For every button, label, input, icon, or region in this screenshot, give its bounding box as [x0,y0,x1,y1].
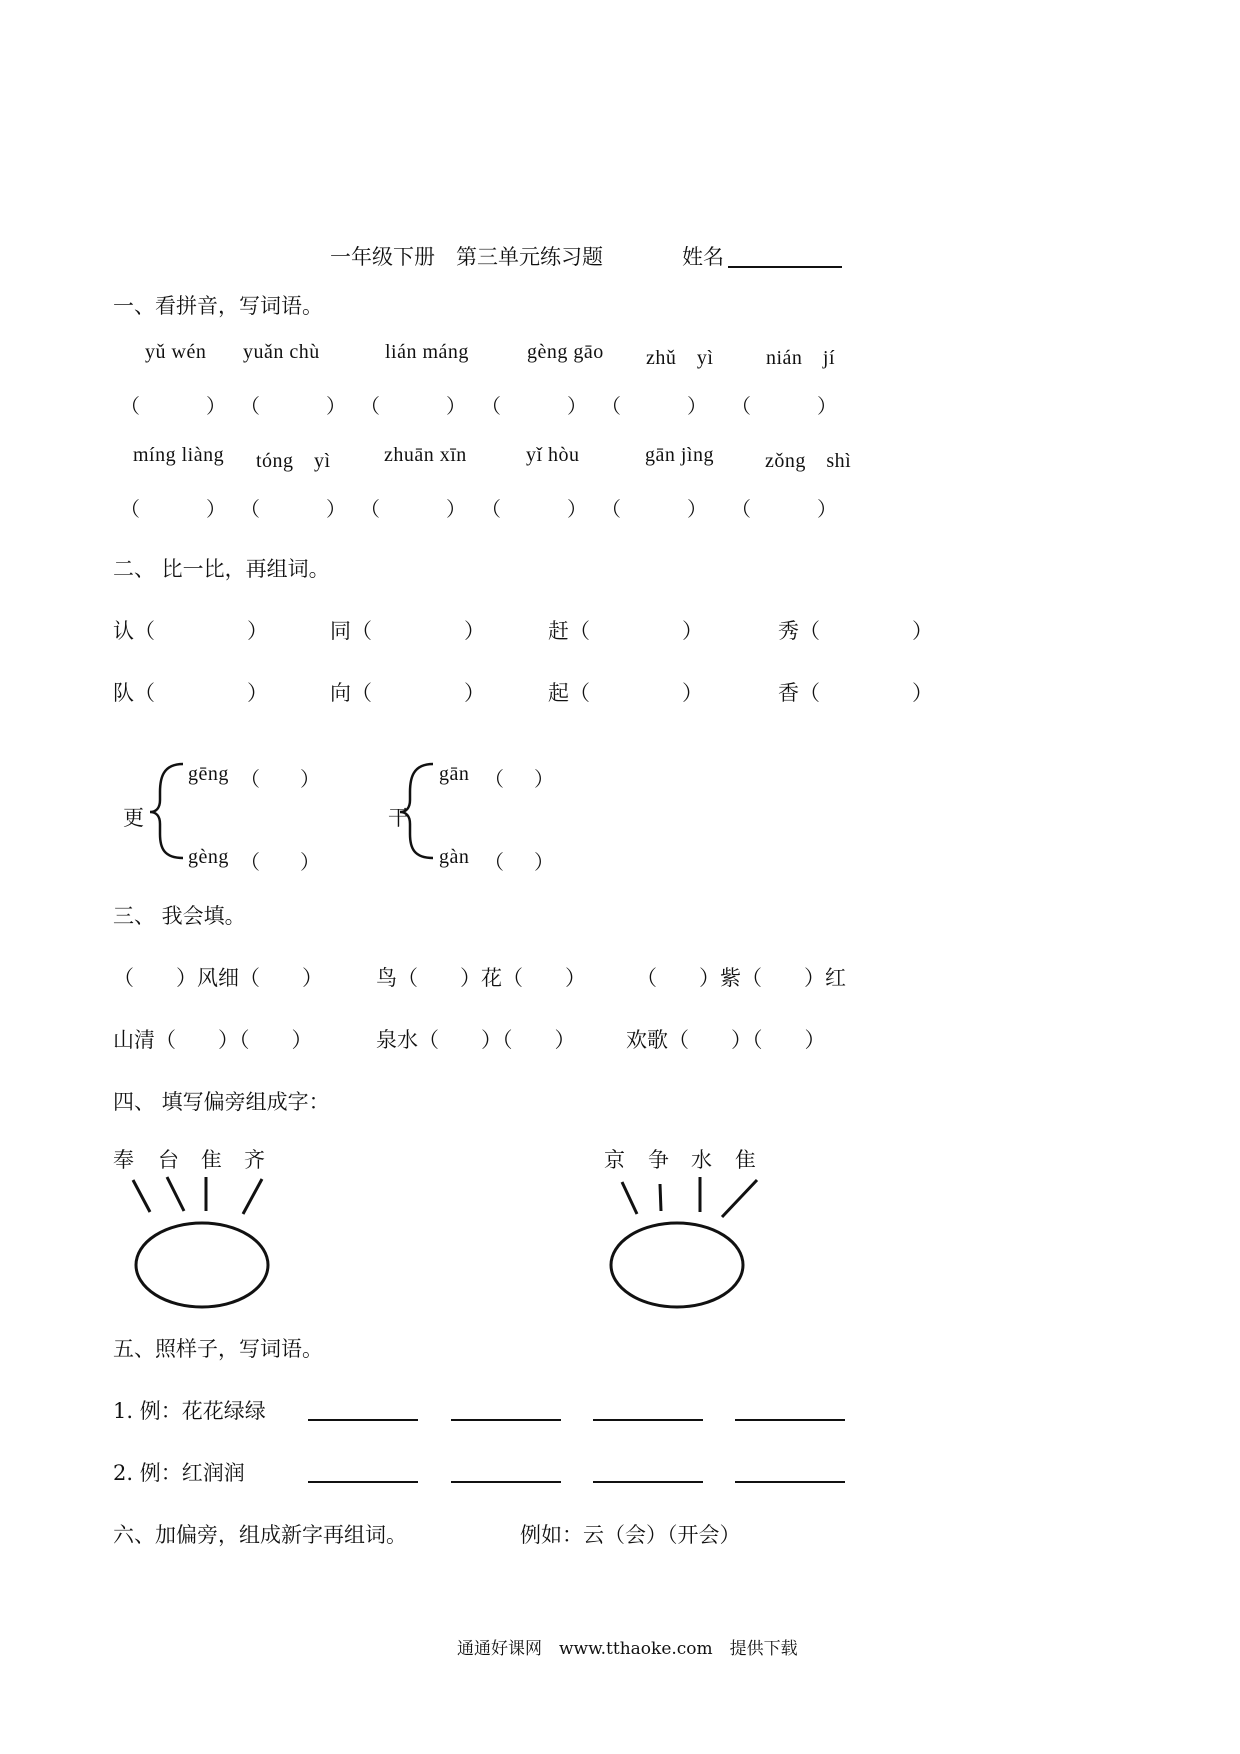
fill-item[interactable]: 山清（ ）（ ） [113,1028,313,1052]
pinyin-12: zǒng shì [765,450,852,472]
answer-blank[interactable]: （ ） [484,767,554,791]
fill-item[interactable]: （ ）紫（ ）红 [636,966,846,990]
page-title: 一年级下册 第三单元练习题 [330,245,603,269]
answer-blank[interactable]: （ ） [240,850,320,874]
section6-example: 例如：云（会）（开会） [520,1523,741,1547]
answer-line[interactable] [308,1481,418,1483]
compare-item[interactable]: 同（ ） [330,619,485,643]
answer-blank[interactable]: （ ） [481,394,587,418]
answer-blank[interactable]: （ ） [731,497,837,521]
answer-blank[interactable]: （ ） [481,497,587,521]
answer-line[interactable] [308,1419,418,1421]
footer-text: 通通好课网 www.tthaoke.com 提供下载 [457,1639,798,1659]
answer-line[interactable] [593,1481,703,1483]
answer-line[interactable] [593,1419,703,1421]
compare-item[interactable]: 队（ ） [113,681,268,705]
answer-blank[interactable]: （ ） [360,394,466,418]
component-char: 水 [691,1148,712,1172]
answer-blank[interactable]: （ ） [484,850,554,874]
answer-oval[interactable] [611,1223,743,1307]
compare-item[interactable]: 向（ ） [330,681,485,705]
section1-heading: 一、看拼音，写词语。 [113,294,323,318]
poly-char-1: 更 [123,806,144,830]
compare-item[interactable]: 起（ ） [548,681,703,705]
component-char: 齐 [244,1148,265,1172]
answer-blank[interactable]: （ ） [360,497,466,521]
spoke-line [660,1184,661,1211]
poly1-reading-1: gēng [188,763,229,785]
pinyin-9: zhuān xīn [384,444,467,466]
component-char: 争 [648,1148,669,1172]
answer-blank[interactable]: （ ） [601,497,707,521]
example-2: 2. 例：红润润 [113,1461,245,1485]
answer-line[interactable] [735,1481,845,1483]
fill-item[interactable]: （ ）风细（ ） [113,966,323,990]
answer-line[interactable] [451,1419,561,1421]
spoke-line [622,1182,637,1214]
poly-char-2: 干 [388,806,409,830]
section4-heading: 四、 填写偏旁组成字： [113,1090,330,1114]
pinyin-10: yǐ hòu [526,444,580,466]
pinyin-8: tóng yì [256,450,331,472]
section2-heading: 二、 比一比，再组词。 [113,557,330,581]
fill-item[interactable]: 欢歌（ ）（ ） [626,1028,826,1052]
answer-line[interactable] [735,1419,845,1421]
fill-item[interactable]: 泉水（ ）（ ） [376,1028,576,1052]
spoke-line [722,1180,757,1217]
section5-heading: 五、照样子，写词语。 [113,1337,323,1361]
compare-item[interactable]: 赶（ ） [548,619,703,643]
compare-item[interactable]: 认（ ） [113,619,268,643]
poly2-reading-1: gān [439,763,470,785]
answer-line[interactable] [451,1481,561,1483]
component-char: 台 [158,1148,179,1172]
component-char: 京 [604,1148,625,1172]
component-char: 隹 [735,1148,756,1172]
section3-heading: 三、 我会填。 [113,904,246,928]
brace-icon [150,764,183,858]
answer-blank[interactable]: （ ） [240,497,346,521]
answer-blank[interactable]: （ ） [240,767,320,791]
pinyin-5: zhǔ yì [646,347,714,369]
spoke-line [167,1177,184,1211]
component-char: 隹 [201,1148,222,1172]
section6-heading: 六、加偏旁，组成新字再组词。 [113,1523,407,1547]
answer-blank[interactable]: （ ） [120,394,226,418]
answer-blank[interactable]: （ ） [731,394,837,418]
answer-blank[interactable]: （ ） [120,497,226,521]
example-1: 1. 例：花花绿绿 [113,1399,266,1423]
poly2-reading-2: gàn [439,846,470,868]
answer-blank[interactable]: （ ） [240,394,346,418]
fill-item[interactable]: 鸟（ ）花（ ） [376,966,586,990]
compare-item[interactable]: 香（ ） [778,681,933,705]
component-char: 奉 [113,1148,134,1172]
compare-item[interactable]: 秀（ ） [778,619,933,643]
spoke-line [133,1180,150,1212]
pinyin-4: gèng gāo [527,341,604,363]
answer-oval[interactable] [136,1223,268,1307]
pinyin-3: lián máng [385,341,469,363]
name-label: 姓名 [682,245,724,269]
poly1-reading-2: gèng [188,846,229,868]
answer-blank[interactable]: （ ） [601,394,707,418]
pinyin-2: yuǎn chù [243,341,320,363]
pinyin-11: gān jìng [645,444,714,466]
pinyin-1: yǔ wén [145,341,207,363]
pinyin-6: nián jí [766,347,836,369]
spoke-line [243,1179,262,1214]
pinyin-7: míng liàng [133,444,225,466]
